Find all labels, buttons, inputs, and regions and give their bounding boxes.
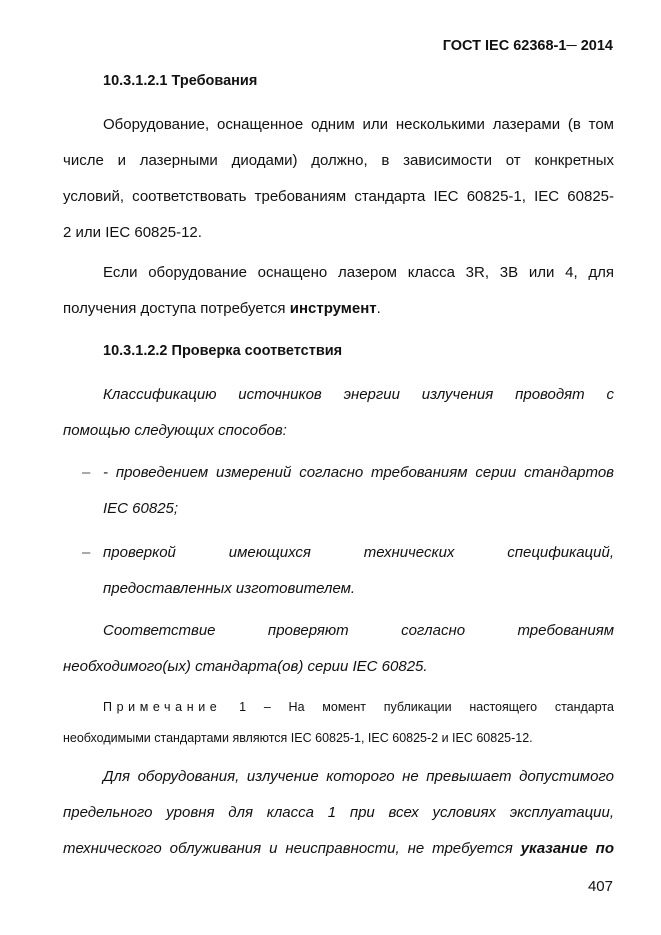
text-line <box>63 291 614 327</box>
text-line: IEC 60825; <box>103 500 179 517</box>
section-heading-conformity-check: 10.3.1.2.2 Проверка соответствия <box>103 343 343 359</box>
text-line: Для оборудования, излучение которого не превышает допустимого <box>103 768 614 785</box>
term-indication: указание по <box>520 840 614 857</box>
text-line: условий, соответствовать требованиям стандарта IEC 60825-1, IEC 60825- <box>63 188 614 205</box>
note-label: Примечание <box>103 700 222 714</box>
paragraph-classification <box>63 377 614 449</box>
paragraph-class1 <box>63 759 614 867</box>
text-line: Если оборудование оснащено лазером класса 3R, 3B или 4, для <box>103 264 614 281</box>
text-line <box>63 831 614 867</box>
text-line: числе и лазерными диодами) должно, в зависимости от конкретных <box>63 152 614 169</box>
paragraph-laser-class <box>63 255 614 327</box>
document-header: ГОСТ IEC 62368-1─ 2014 <box>442 38 613 54</box>
paragraph-conformity <box>63 613 614 685</box>
note-text: 1 – На момент публикации настоящего стандарта <box>239 700 614 714</box>
text-line: предоставленных изготовителем. <box>103 580 356 597</box>
text-line: Классификацию источников энергии излучения проводят с <box>103 386 614 403</box>
dash-marker: – <box>82 464 91 481</box>
text-span: технического облуживания и неисправности, не требуется <box>63 840 521 857</box>
text-span: . <box>376 300 381 317</box>
page-number: 407 <box>587 878 613 895</box>
note-line: необходимыми стандартами являются IEC 60825-1, IEC 60825-2 и IEC 60825-12. <box>63 731 533 745</box>
text-line: необходимого(ых) стандарта(ов) серии IEC 60825. <box>63 658 428 675</box>
text-line: - проведением измерений согласно требованиям серии стандартов <box>103 464 614 481</box>
text-line: помощью следующих способов: <box>63 422 287 439</box>
list-item <box>63 455 614 527</box>
list-item <box>63 535 614 607</box>
paragraph-requirements <box>63 107 614 251</box>
note-block <box>63 692 614 754</box>
note-line <box>63 692 614 723</box>
text-line: предельного уровня для класса 1 при всех условиях эксплуатации, <box>63 804 614 821</box>
text-line: проверкой имеющихся технических спецификаций, <box>103 544 614 561</box>
section-heading-requirements: 10.3.1.2.1 Требования <box>103 73 258 89</box>
text-line: 2 или IEC 60825-12. <box>63 224 202 241</box>
text-span: получения доступа потребуется <box>63 300 290 317</box>
text-line: Соответствие проверяют согласно требованиям <box>103 622 614 639</box>
dash-marker: – <box>82 544 91 561</box>
text-line: Оборудование, оснащенное одним или несколькими лазерами (в том <box>103 116 614 133</box>
term-tool: инструмент <box>289 300 377 317</box>
